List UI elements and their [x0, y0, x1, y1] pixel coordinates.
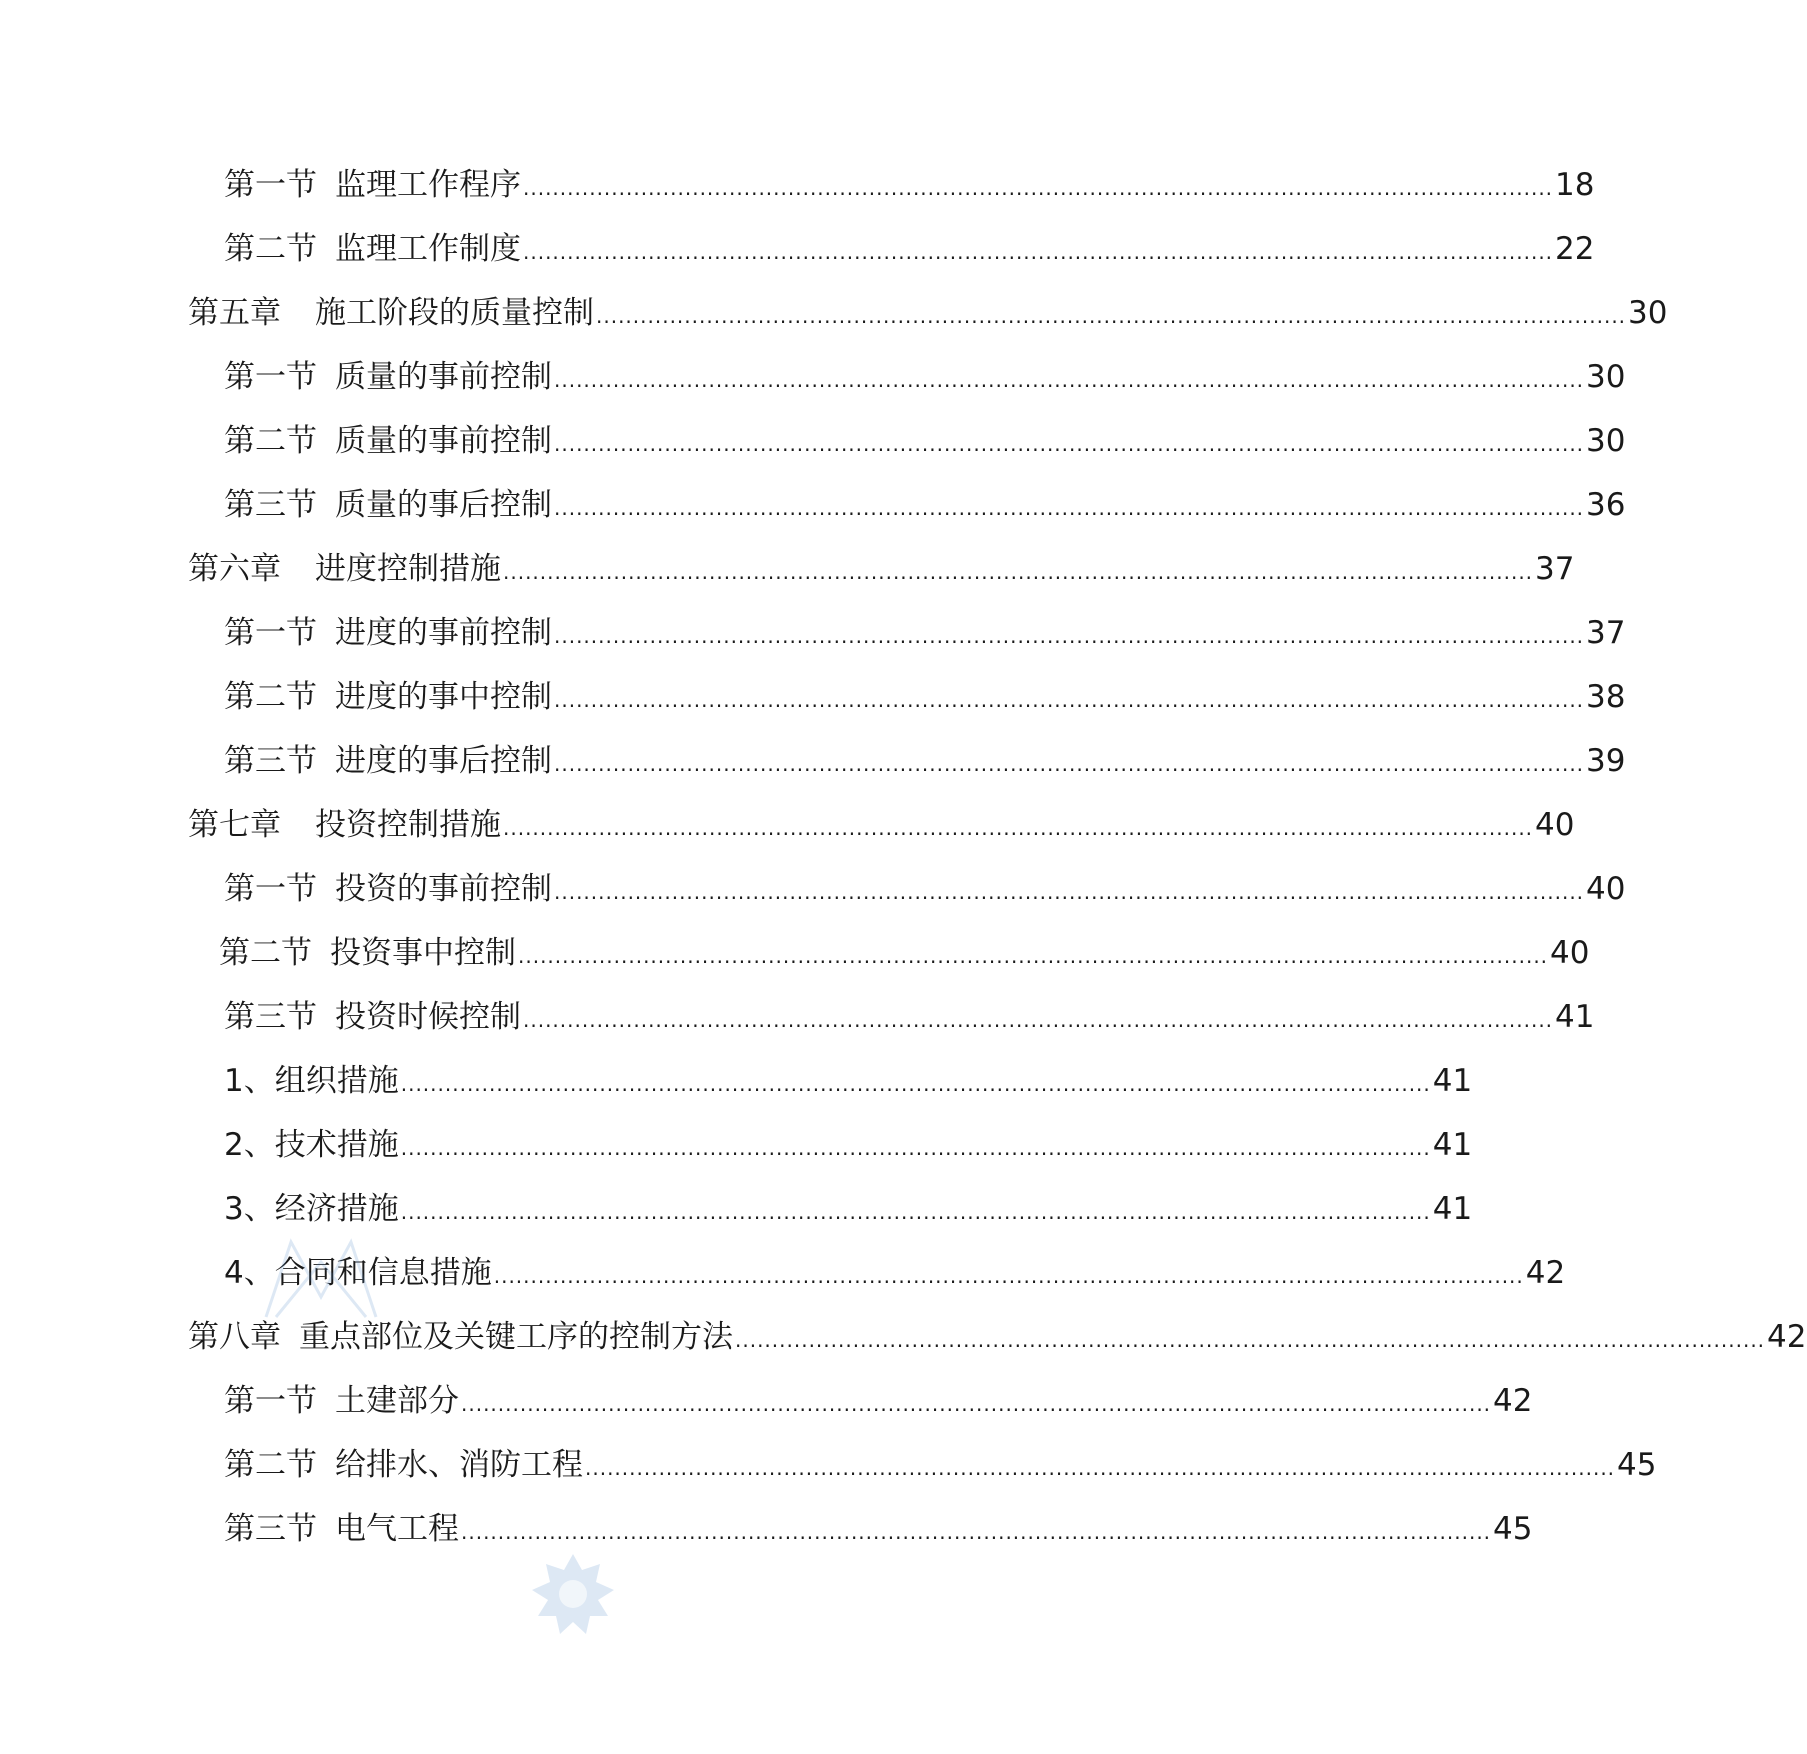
toc-entry-label — [224, 1120, 399, 1170]
toc-entry-title: 投资控制措施 — [315, 807, 501, 843]
watermark-logo-icon — [256, 1222, 386, 1332]
toc-page-number: 18 — [1555, 167, 1595, 203]
toc-leader-dots: ............................................................................................................................................ — [493, 1264, 1524, 1288]
toc-entry[interactable] — [224, 608, 1626, 658]
toc-entry-prefix: 第二节 — [224, 231, 317, 267]
toc-page-number: 37 — [1586, 615, 1626, 651]
toc-leader-dots: ............................................................................................................................................ — [585, 1456, 1616, 1480]
toc-entry-label — [188, 288, 594, 338]
toc-entry-title: 监理工作程序 — [335, 167, 521, 203]
toc-entry[interactable] — [224, 224, 1595, 274]
toc-entry-title: 给排水、消防工程 — [335, 1447, 583, 1483]
toc-leader-dots: ............................................................................................................................................ — [461, 1520, 1492, 1544]
toc-entry[interactable] — [224, 160, 1595, 210]
toc-entry-title: 投资事中控制 — [330, 935, 516, 971]
toc-page-number: 30 — [1628, 295, 1668, 331]
toc-entry-label — [188, 800, 501, 850]
toc-entry[interactable] — [224, 736, 1626, 786]
toc-leader-dots: ............................................................................................................................................ — [523, 176, 1554, 200]
toc-page-number: 37 — [1535, 551, 1575, 587]
toc-entry-prefix: 第八章 — [188, 1319, 281, 1355]
toc-entry-title: 进度的事中控制 — [335, 679, 552, 715]
toc-leader-dots: ............................................................................................................................................ — [554, 368, 1585, 392]
toc-entry-prefix: 第一节 — [224, 167, 317, 203]
toc-entry-title: 合同和信息措施 — [274, 1255, 492, 1291]
toc-entry-title: 进度的事前控制 — [335, 615, 552, 651]
toc-leader-dots: ............................................................................................................................................ — [400, 1200, 1431, 1224]
toc-entry-prefix: 第一节 — [224, 1383, 317, 1419]
toc-entry-title: 质量的事前控制 — [335, 359, 552, 395]
toc-leader-dots: ............................................................................................................................................ — [503, 816, 1534, 840]
toc-page-number: 42 — [1493, 1383, 1533, 1419]
toc-leader-dots: ............................................................................................................................................ — [554, 688, 1585, 712]
toc-entry-prefix: 第七章 — [188, 807, 281, 843]
toc-entry[interactable] — [224, 1504, 1533, 1554]
toc-leader-dots: ............................................................................................................................................ — [400, 1136, 1431, 1160]
toc-entry-label — [219, 928, 516, 978]
toc-entry[interactable] — [224, 352, 1626, 402]
toc-entry-label — [224, 992, 521, 1042]
toc-entry-title: 监理工作制度 — [335, 231, 521, 267]
toc-entry-title: 进度控制措施 — [315, 551, 501, 587]
toc-entry[interactable] — [219, 928, 1590, 978]
toc-leader-dots: ............................................................................................................................................ — [554, 752, 1585, 776]
toc-entry-label — [224, 480, 552, 530]
toc-leader-dots: ............................................................................................................................................ — [461, 1392, 1492, 1416]
toc-entry-prefix: 第三节 — [224, 487, 317, 523]
toc-entry-label — [224, 1504, 459, 1554]
toc-leader-dots: ............................................................................................................................................ — [554, 496, 1585, 520]
toc-page-number: 30 — [1586, 423, 1626, 459]
toc-page-number: 45 — [1493, 1511, 1533, 1547]
toc-entry-prefix: 第五章 — [188, 295, 281, 331]
toc-entry[interactable] — [224, 992, 1595, 1042]
toc-page-number: 41 — [1555, 999, 1595, 1035]
toc-entry-prefix: 第二节 — [224, 1447, 317, 1483]
toc-entry-title: 技术措施 — [274, 1127, 399, 1163]
watermark-emblem-icon — [528, 1552, 618, 1642]
toc-entry-prefix: 第三节 — [224, 1511, 317, 1547]
toc-entry-prefix: 第一节 — [224, 871, 317, 907]
toc-entry-title: 土建部分 — [335, 1383, 459, 1419]
toc-page-number: 41 — [1432, 1191, 1473, 1227]
toc-leader-dots: ............................................................................................................................................ — [554, 624, 1585, 648]
toc-page-number: 40 — [1586, 871, 1626, 907]
toc-entry-label — [224, 672, 552, 722]
toc-page-number: 45 — [1617, 1447, 1657, 1483]
toc-entry-label — [224, 736, 552, 786]
toc-entry-title: 进度的事后控制 — [335, 743, 552, 779]
toc-entry-title: 电气工程 — [335, 1511, 459, 1547]
toc-entry[interactable] — [224, 864, 1626, 914]
toc-entry-title: 质量的事后控制 — [335, 487, 552, 523]
toc-entry[interactable] — [224, 1376, 1533, 1426]
toc-leader-dots: ............................................................................................................................................ — [503, 560, 1534, 584]
toc-page-number: 40 — [1535, 807, 1575, 843]
toc-entry[interactable] — [224, 416, 1626, 466]
toc-page-number: 22 — [1555, 231, 1595, 267]
toc-entry-prefix: 1、 — [224, 1063, 275, 1099]
toc-entry-title: 投资的事前控制 — [335, 871, 552, 907]
toc-page-number: 38 — [1586, 679, 1626, 715]
toc-entry-item[interactable] — [224, 1120, 1473, 1170]
toc-entry-title: 组织措施 — [274, 1063, 399, 1099]
toc-leader-dots: ............................................................................................................................................ — [596, 304, 1627, 328]
toc-page-number: 42 — [1525, 1255, 1566, 1291]
toc-entry-label — [224, 1440, 583, 1490]
toc-page-number: 36 — [1586, 487, 1626, 523]
toc-entry-prefix: 第三节 — [224, 743, 317, 779]
toc-entry-label — [224, 224, 521, 274]
toc-entry-title: 质量的事前控制 — [335, 423, 552, 459]
toc-page-number: 41 — [1432, 1063, 1473, 1099]
toc-entry-prefix: 第二节 — [224, 423, 317, 459]
toc-page-number: 40 — [1550, 935, 1590, 971]
toc-entry-label — [224, 416, 552, 466]
toc-entry[interactable] — [224, 480, 1626, 530]
toc-leader-dots: ............................................................................................................................................ — [523, 1008, 1554, 1032]
toc-entry-chapter[interactable] — [188, 544, 1575, 594]
toc-entry[interactable] — [224, 1440, 1657, 1490]
toc-entry-label — [188, 544, 501, 594]
toc-entry-prefix: 第三节 — [224, 999, 317, 1035]
toc-leader-dots: ............................................................................................................................................ — [735, 1328, 1766, 1352]
toc-leader-dots: ............................................................................................................................................ — [554, 880, 1585, 904]
toc-entry-prefix: 第二节 — [219, 935, 312, 971]
toc-entry-label — [224, 1376, 459, 1426]
toc-entry-title: 施工阶段的质量控制 — [315, 295, 594, 331]
toc-entry-chapter[interactable] — [188, 288, 1668, 338]
toc-leader-dots: ............................................................................................................................................ — [400, 1072, 1431, 1096]
toc-entry-prefix: 第一节 — [224, 615, 317, 651]
toc-entry-title: 经济措施 — [274, 1191, 399, 1227]
toc-entry-label — [224, 352, 552, 402]
toc-entry-label — [224, 608, 552, 658]
toc-entry-prefix: 第一节 — [224, 359, 317, 395]
toc-leader-dots: ............................................................................................................................................ — [554, 432, 1585, 456]
toc-entry-chapter[interactable] — [188, 800, 1575, 850]
toc-entry-prefix: 第六章 — [188, 551, 281, 587]
toc-entry-label — [224, 160, 521, 210]
toc-page-number: 42 — [1767, 1319, 1807, 1355]
toc-entry-item[interactable] — [224, 1056, 1473, 1106]
toc-entry-prefix: 2、 — [224, 1127, 275, 1163]
toc-entry-prefix: 3、 — [224, 1191, 275, 1227]
toc-entry-title: 投资时候控制 — [335, 999, 521, 1035]
toc-page-number: 30 — [1586, 359, 1626, 395]
toc-entry[interactable] — [224, 672, 1626, 722]
toc-entry-title: 重点部位及关键工序的控制方法 — [299, 1319, 733, 1355]
toc-page-number: 41 — [1432, 1127, 1473, 1163]
toc-leader-dots: ............................................................................................................................................ — [523, 240, 1554, 264]
toc-entry-label — [224, 1056, 399, 1106]
toc-leader-dots: ............................................................................................................................................ — [518, 944, 1549, 968]
toc-entry-prefix: 4、 — [224, 1255, 275, 1291]
toc-page-number: 39 — [1586, 743, 1626, 779]
toc-entry-label — [224, 864, 552, 914]
toc-entry-prefix: 第二节 — [224, 679, 317, 715]
